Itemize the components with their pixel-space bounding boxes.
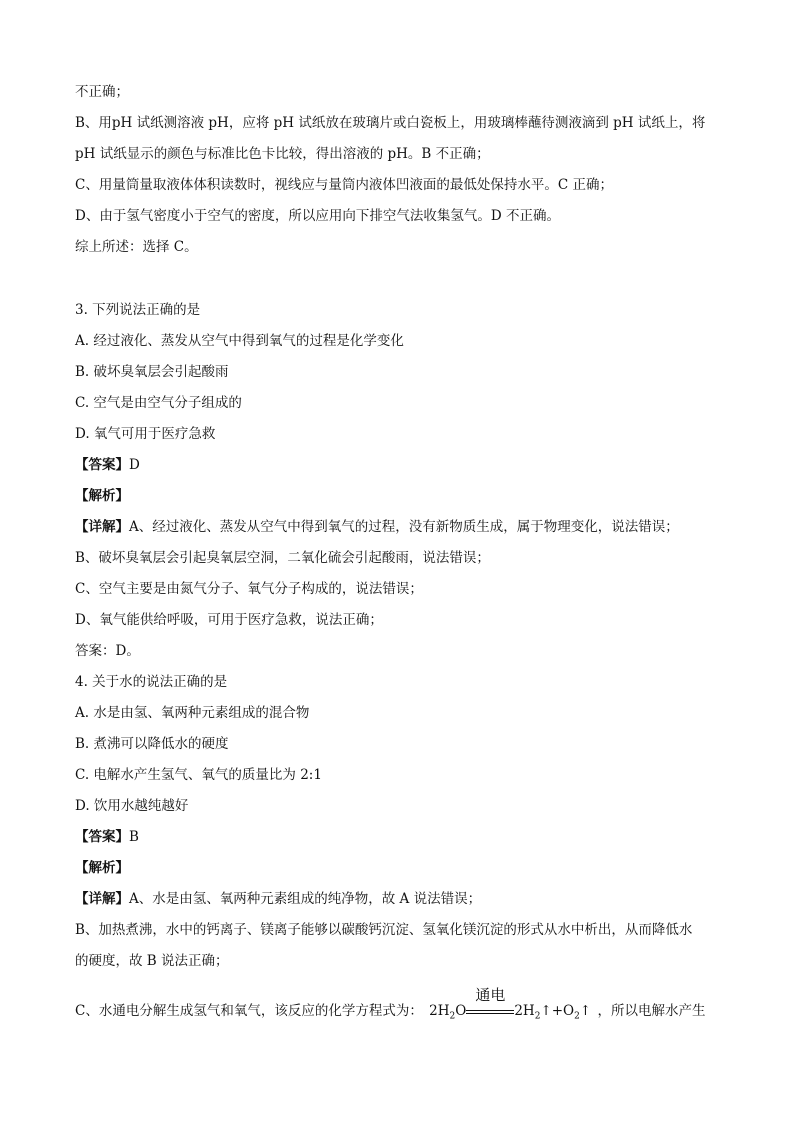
answer-value: D [129,457,140,473]
detail-text: A、经过液化、蒸发从空气中得到氧气的过程，没有新物质生成，属于物理变化，说法错误； [129,519,679,535]
detail-tag: 【详解】 [75,519,129,535]
text-line: D、由于氢气密度小于空气的密度，所以应用向下排空气法收集氢气。D 不正确。 [75,208,560,224]
q3-detail-a [75,518,679,536]
q4-option-d: D. 饮用水越纯越好 [75,798,189,814]
q4-option-a: A. 水是由氢、氧两种元素组成的混合物 [75,705,310,721]
reactant-tail: O [455,1003,467,1019]
gas-arrow-icon: ↑ [540,1003,552,1019]
q3-option-d: D. 氧气可用于医疗急救 [75,426,216,442]
product2-plus: +O [551,1003,575,1019]
answer-value: B [129,829,139,845]
q3-final-answer: 答案：D。 [75,643,140,659]
product1-coef: 2H [514,1003,535,1019]
analysis-tag: 【解析】 [75,860,129,876]
text-line: 综上所述：选择 C。 [75,239,198,255]
question-3-stem: 3. 下列说法正确的是 [75,302,201,318]
q4-analysis-tag [75,859,129,877]
detail-text: A、水是由氢、氧两种元素组成的纯净物，故 A 说法错误； [129,891,482,907]
detail-c-prefix: C、水通电分解生成氢气和氧气，该反应的化学方程式为： [75,1003,423,1019]
answer-tag: 【答案】 [75,457,129,473]
product2-subscript: 2 [574,1011,580,1022]
detail-c-suffix: ，所以电解水产生 [597,1003,706,1019]
q3-detail-d: D、氧气能供给呼吸，可用于医疗急救，说法正确； [75,612,383,628]
reactant-subscript: 2 [449,1011,456,1022]
gas-arrow-icon: ↑ [579,1003,592,1019]
detail-tag: 【详解】 [75,891,129,907]
reactant-coef: 2H [429,1003,450,1019]
q3-answer [75,456,140,474]
product1-subscript: 2 [534,1011,541,1022]
q3-analysis-tag [75,487,129,505]
reaction-condition: 通电 [475,985,506,1004]
q3-detail-b: B、破坏臭氧层会引起臭氧层空洞，二氧化硫会引起酸雨，说法错误； [75,550,490,566]
analysis-tag: 【解析】 [75,488,129,504]
q4-option-c: C. 电解水产生氢气、氧气的质量比为 2:1 [75,767,322,783]
equal-bar-bottom [466,1013,514,1014]
text-line: C、用量筒量取液体体积读数时，视线应与量筒内液体凹液面的最低处保持水平。C 正确； [75,177,613,193]
q3-detail-c: C、空气主要是由氮气分子、氧气分子构成的，说法错误； [75,581,423,597]
q4-detail-a [75,890,481,908]
chemical-equation [429,985,592,1026]
q3-option-c: C. 空气是由空气分子组成的 [75,395,242,411]
q4-answer [75,828,139,846]
q4-detail-b-line2: 的硬度，故 B 说法正确； [75,953,229,969]
text-line: pH 试纸显示的颜色与标准比色卡比较，得出溶液的 pH。B 不正确； [75,146,490,162]
q4-option-b: B. 煮沸可以降低水的硬度 [75,736,229,752]
q3-option-b: B. 破坏臭氧层会引起酸雨 [75,364,229,380]
q3-option-a: A. 经过液化、蒸发从空气中得到氧气的过程是化学变化 [75,333,404,349]
q4-detail-b-line1: B、加热煮沸，水中的钙离子、镁离子能够以碳酸钙沉淀、氢氧化镁沉淀的形式从水中析出，从而降低水 [75,922,693,938]
reaction-arrow [466,985,514,1021]
text-line: B、用pH 试纸测溶液 pH，应将 pH 试纸放在玻璃片或白瓷板上，用玻璃棒蘸待测液滴到 pH 试纸上，将 [75,115,706,131]
text-line: 不正确； [75,84,129,100]
answer-tag: 【答案】 [75,829,129,845]
question-4-stem: 4. 关于水的说法正确的是 [75,674,228,690]
q4-detail-c-equation-line [75,985,706,1026]
equal-bar-top [466,1010,514,1011]
